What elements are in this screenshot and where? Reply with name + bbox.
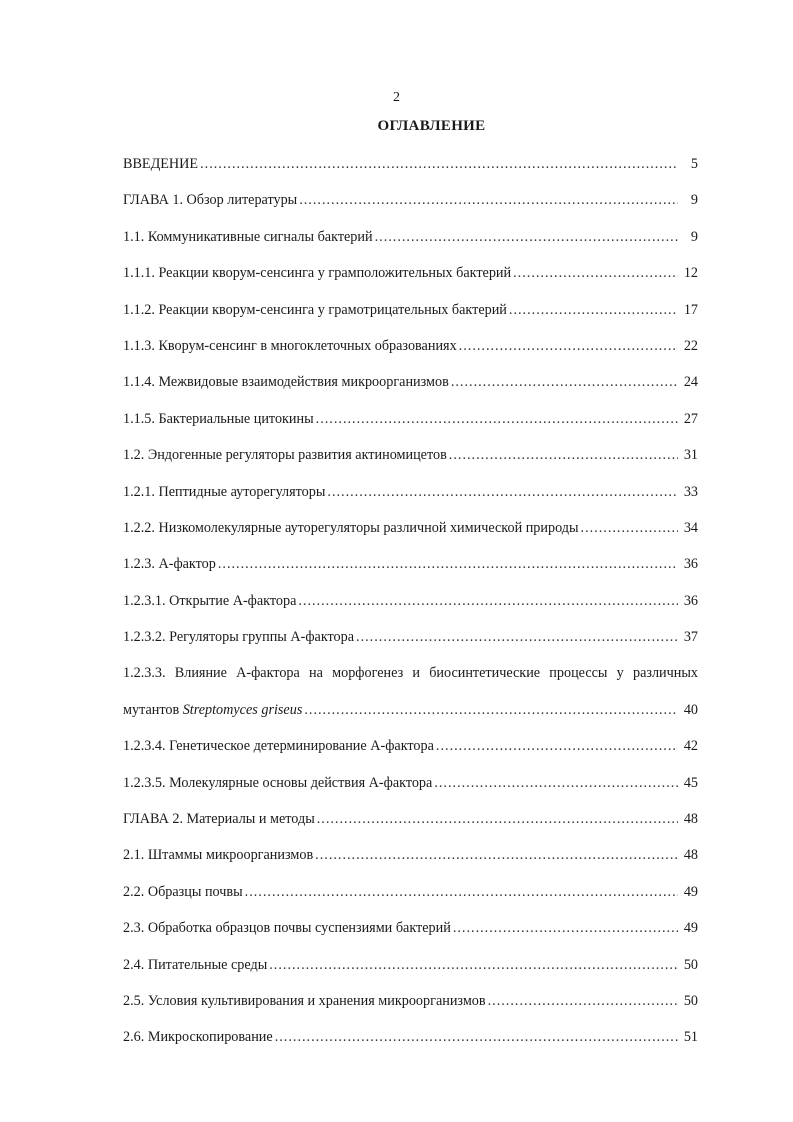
toc-entry-label: 2.3. Обработка образцов почвы суспензиями бактерий <box>123 920 451 937</box>
toc-entry-chapter-2[interactable] <box>123 811 698 847</box>
leader-dots <box>269 957 678 974</box>
table-of-contents <box>123 156 698 1066</box>
toc-entry-label: 1.1.5. Бактериальные цитокины <box>123 410 314 427</box>
toc-entry-page: 34 <box>683 519 698 536</box>
toc-entry-page: 31 <box>683 447 698 464</box>
leader-dots <box>581 520 678 537</box>
toc-entry-page: 12 <box>683 265 698 282</box>
toc-entry-1-1-1[interactable] <box>123 265 698 301</box>
toc-entry-chapter-1[interactable] <box>123 192 698 228</box>
toc-entry-1-2-3-4[interactable] <box>123 738 698 774</box>
leader-dots <box>436 738 678 755</box>
toc-entry-label: ГЛАВА 2. Материалы и методы <box>123 811 315 828</box>
toc-entry-1-2-3-3[interactable] <box>123 665 698 701</box>
toc-entry-label: 2.5. Условия культивирования и хранения микроорганизмов <box>123 992 486 1009</box>
toc-entry-page: 24 <box>683 374 698 391</box>
leader-dots <box>317 811 678 828</box>
toc-entry-page: 9 <box>690 192 698 209</box>
leader-dots <box>315 847 678 864</box>
leader-dots <box>513 265 678 282</box>
toc-entry-label: 1.1.3. Кворум-сенсинг в многоклеточных образованиях <box>123 337 457 354</box>
toc-entry-page: 27 <box>683 410 698 427</box>
toc-entry-page: 48 <box>683 847 698 864</box>
toc-entry-1-2-3-1[interactable] <box>123 593 698 629</box>
leader-dots <box>218 556 678 573</box>
toc-entry-label: 2.2. Образцы почвы <box>123 883 243 900</box>
toc-entry-label: 1.2. Эндогенные регуляторы развития актиномицетов <box>123 447 447 464</box>
toc-entry-label: 1.1. Коммуникативные сигналы бактерий <box>123 228 373 245</box>
leader-dots <box>434 775 678 792</box>
toc-entry-label: 2.4. Питательные среды <box>123 956 268 973</box>
leader-dots <box>451 374 678 391</box>
toc-entry-page: 36 <box>683 556 698 573</box>
toc-entry-label: 1.2.3.2. Регуляторы группы А-фактора <box>123 629 355 646</box>
toc-title: ОГЛАВЛЕНИЕ <box>377 118 486 134</box>
toc-entry-page: 49 <box>683 920 698 937</box>
toc-entry-2-2[interactable] <box>123 884 698 920</box>
toc-entry-page: 5 <box>690 156 698 172</box>
leader-dots <box>275 1029 678 1046</box>
leader-dots <box>375 229 678 246</box>
toc-entry-1-2-2[interactable] <box>123 520 698 556</box>
toc-entry-label: 1.2.3.1. Открытие А-фактора <box>123 592 297 609</box>
toc-entry-label-prefix: мутантов <box>123 701 183 718</box>
toc-entry-page: 49 <box>683 883 698 900</box>
leader-dots <box>299 192 678 209</box>
toc-entry-label: 1.1.2. Реакции кворум-сенсинга у грамотрицательных бактерий <box>123 301 507 318</box>
leader-dots <box>488 993 678 1010</box>
leader-dots <box>327 484 678 501</box>
toc-entry-1-1-2[interactable] <box>123 302 698 338</box>
toc-entry-2-4[interactable] <box>123 957 698 993</box>
toc-entry-1-1[interactable] <box>123 229 698 265</box>
page-number: 2 <box>393 90 400 105</box>
toc-entry-2-1[interactable] <box>123 847 698 883</box>
toc-entry-label: ГЛАВА 1. Обзор литературы <box>123 192 298 209</box>
toc-entry-label: 1.2.1. Пептидные ауторегуляторы <box>123 483 326 500</box>
toc-entry-1-2-3-2[interactable] <box>123 629 698 665</box>
toc-entry-1-2-3[interactable] <box>123 556 698 592</box>
toc-entry-page: 51 <box>683 1029 698 1046</box>
toc-entry-introduction[interactable] <box>123 156 698 192</box>
leader-dots <box>356 629 678 646</box>
toc-entry-label: 1.1.1. Реакции кворум-сенсинга у грамположительных бактерий <box>123 265 512 282</box>
toc-entry-1-1-4[interactable] <box>123 374 698 410</box>
toc-entry-page: 50 <box>683 956 698 973</box>
toc-entry-label: 1.2.2. Низкомолекулярные ауторегуляторы различной химической природы <box>123 519 579 536</box>
toc-entry-2-6[interactable] <box>123 1029 698 1065</box>
toc-entry-page: 36 <box>683 592 698 609</box>
toc-entry-2-5[interactable] <box>123 993 698 1029</box>
toc-entry-page: 42 <box>683 738 698 755</box>
toc-entry-label: 1.2.3.5. Молекулярные основы действия А-фактора <box>123 774 433 791</box>
toc-entry-label-species: Streptomyces griseus <box>182 701 303 718</box>
toc-entry-label <box>123 702 302 719</box>
toc-entry-label: 1.2.3. А-фактор <box>123 556 216 573</box>
toc-entry-page: 37 <box>683 629 698 646</box>
toc-entry-1-2-3-3-continued[interactable] <box>123 702 698 738</box>
leader-dots <box>509 302 678 319</box>
leader-dots <box>316 411 678 428</box>
toc-entry-page: 45 <box>683 774 698 791</box>
toc-entry-label: 1.1.4. Межвидовые взаимодействия микроорганизмов <box>123 374 449 391</box>
toc-entry-page: 50 <box>683 992 698 1009</box>
leader-dots <box>459 338 678 355</box>
toc-entry-2-3[interactable] <box>123 920 698 956</box>
toc-entry-label: 1.2.3.4. Генетическое детерминирование А-фактора <box>123 738 434 755</box>
toc-entry-page: 9 <box>690 228 698 245</box>
toc-entry-1-2[interactable] <box>123 447 698 483</box>
toc-entry-page: 33 <box>683 483 698 500</box>
toc-entry-label: 2.1. Штаммы микроорганизмов <box>123 847 314 864</box>
toc-entry-label: 1.2.3.3. Влияние А-фактора на морфогенез и биосинтетические процессы у различных <box>123 665 698 682</box>
toc-entry-page: 48 <box>683 811 698 828</box>
toc-entry-1-2-3-5[interactable] <box>123 775 698 811</box>
leader-dots <box>298 593 678 610</box>
toc-entry-1-2-1[interactable] <box>123 484 698 520</box>
toc-entry-label: 2.6. Микроскопирование <box>123 1029 273 1046</box>
leader-dots <box>245 884 678 901</box>
toc-entry-1-1-3[interactable] <box>123 338 698 374</box>
toc-entry-label: ВВЕДЕНИЕ <box>123 156 199 172</box>
toc-entry-page: 17 <box>683 301 698 318</box>
leader-dots <box>449 447 678 464</box>
toc-entry-page: 40 <box>683 701 698 718</box>
leader-dots <box>304 702 678 719</box>
toc-entry-1-1-5[interactable] <box>123 411 698 447</box>
leader-dots <box>453 920 678 937</box>
leader-dots <box>200 156 678 173</box>
toc-entry-page: 22 <box>683 337 698 354</box>
